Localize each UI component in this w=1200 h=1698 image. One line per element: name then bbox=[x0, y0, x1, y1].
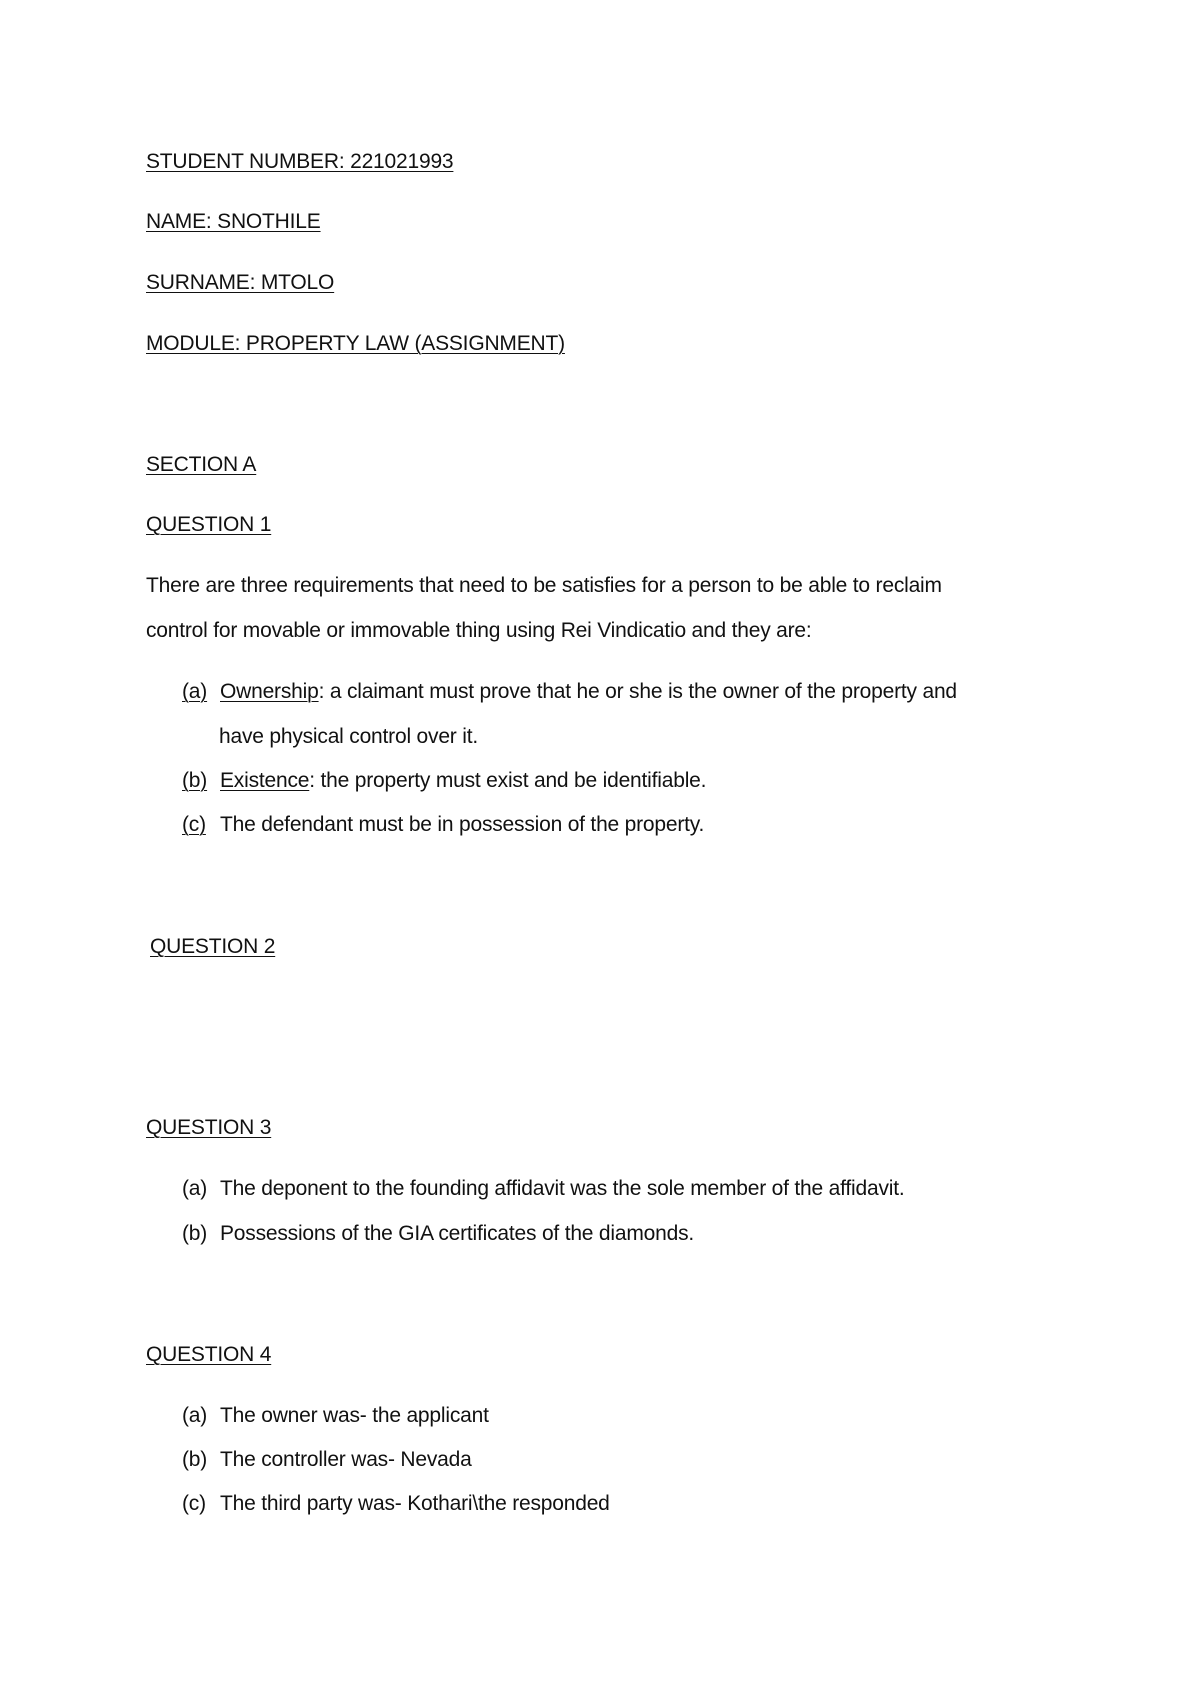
item-text: Possessions of the GIA certificates of the diamonds. bbox=[220, 1222, 695, 1245]
item-text: : the property must exist and be identifiable. bbox=[309, 769, 707, 792]
item-text: The deponent to the founding affidavit was the sole member of the affidavit. bbox=[220, 1177, 905, 1200]
question-1-item-c bbox=[182, 811, 704, 839]
question-4-item-b bbox=[182, 1446, 472, 1474]
question-4-item-c bbox=[182, 1490, 610, 1518]
item-text: The controller was- Nevada bbox=[220, 1448, 472, 1471]
student-surname: SURNAME: MTOLO bbox=[146, 271, 335, 294]
item-text: The third party was- Kothari\the responded bbox=[220, 1492, 610, 1515]
list-marker: (b) bbox=[182, 769, 208, 792]
question-1-intro-line-2: control for movable or immovable thing using Rei Vindicatio and they are: bbox=[146, 619, 812, 642]
list-marker: (a) bbox=[182, 680, 208, 703]
question-3-item-a bbox=[182, 1175, 904, 1203]
question-1-item-a-continuation: have physical control over it. bbox=[219, 725, 478, 748]
item-text: The owner was- the applicant bbox=[220, 1404, 489, 1427]
question-1-item-a bbox=[182, 678, 957, 706]
question-1-item-b bbox=[182, 767, 706, 795]
question-4-title: QUESTION 4 bbox=[146, 1343, 272, 1366]
student-number: STUDENT NUMBER: 221021993 bbox=[146, 150, 454, 173]
question-1-intro-line-1: There are three requirements that need to be satisfies for a person to be able to reclaim bbox=[146, 574, 942, 597]
question-3-title: QUESTION 3 bbox=[146, 1116, 272, 1139]
list-marker: (a) bbox=[182, 1177, 208, 1200]
list-marker: (b) bbox=[182, 1222, 208, 1245]
list-marker: (b) bbox=[182, 1448, 208, 1471]
question-3-item-b bbox=[182, 1220, 694, 1248]
student-name: NAME: SNOTHILE bbox=[146, 210, 321, 233]
item-term: Ownership bbox=[220, 680, 319, 703]
section-a-title: SECTION A bbox=[146, 453, 257, 476]
question-4-item-a bbox=[182, 1402, 489, 1430]
list-marker: (c) bbox=[182, 1492, 206, 1515]
question-1-title: QUESTION 1 bbox=[146, 513, 272, 536]
item-term: Existence bbox=[220, 769, 310, 792]
list-marker: (a) bbox=[182, 1404, 208, 1427]
question-2-title: QUESTION 2 bbox=[150, 935, 276, 958]
module-title: MODULE: PROPERTY LAW (ASSIGNMENT) bbox=[146, 332, 565, 355]
list-marker: (c) bbox=[182, 813, 206, 836]
item-text: The defendant must be in possession of the property. bbox=[220, 813, 705, 836]
item-text: : a claimant must prove that he or she is the owner of the property and bbox=[318, 680, 957, 703]
